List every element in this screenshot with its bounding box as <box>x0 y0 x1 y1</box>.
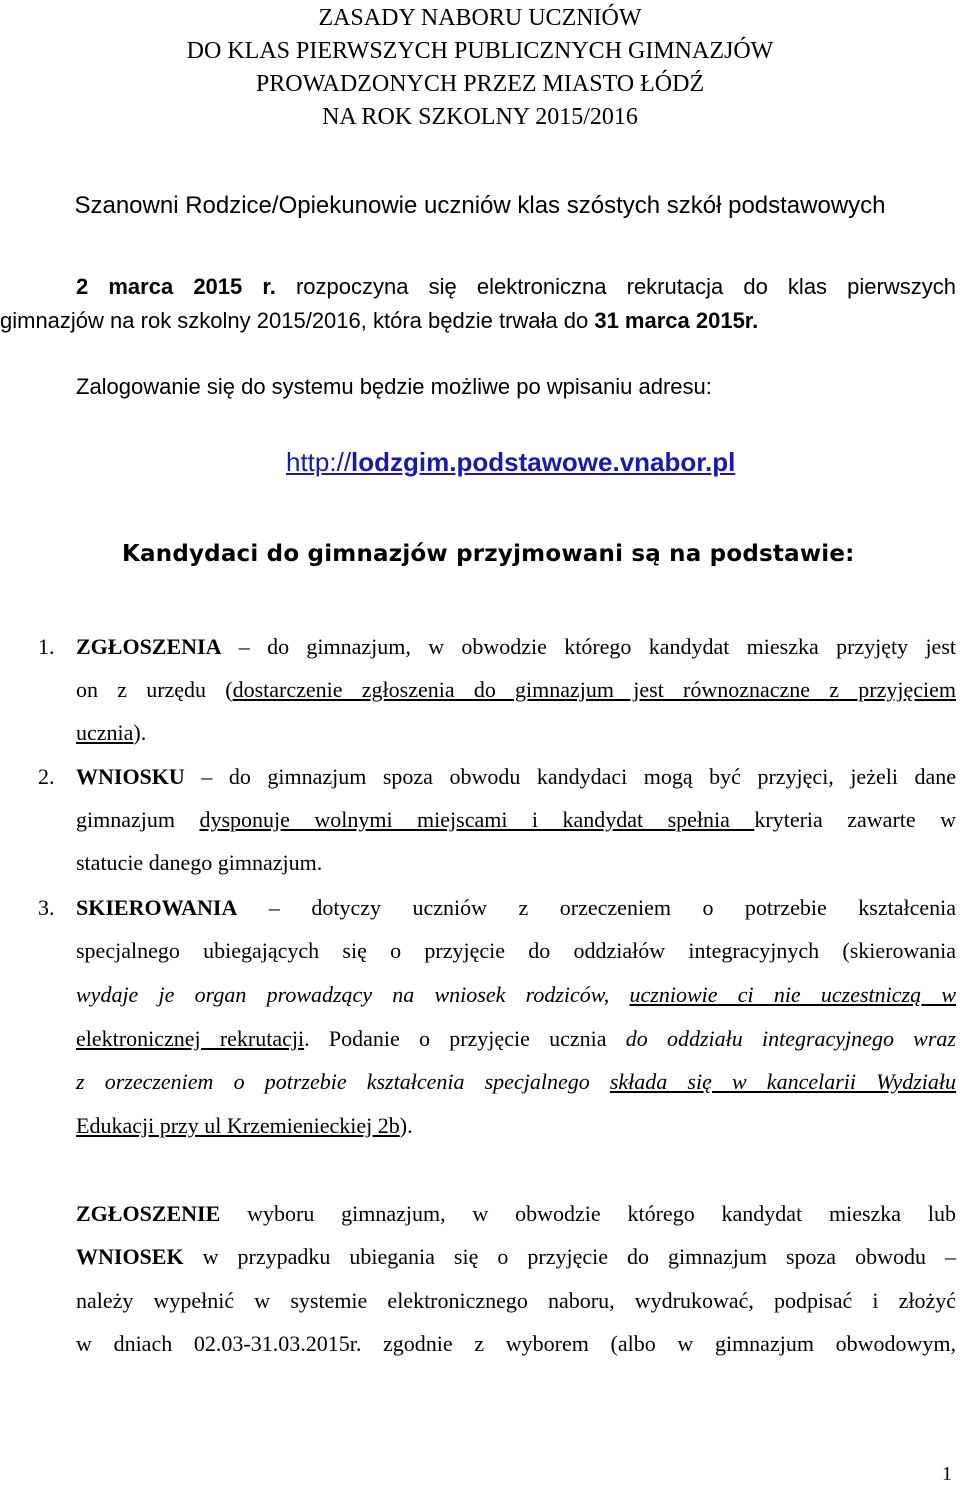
item-3-italic-b: do oddziału integracyjnego wraz <box>625 1026 956 1051</box>
login-text: Zalogowanie się do systemu będzie możliwe po wpisaniu adresu: <box>76 374 712 399</box>
intro-text-a: rozpoczyna się elektroniczna rekrutacja do klas pierwszych <box>275 274 956 299</box>
closing-line-1 <box>76 1199 956 1229</box>
subheading: Kandydaci do gimnazjów przyjmowani są na podstawie: <box>122 541 855 567</box>
greeting: Szanowni Rodzice/Opiekunowie uczniów klas szóstych szkół podstawowych <box>74 192 886 219</box>
item-2-line-3: statucie danego gimnazjum. <box>76 850 323 875</box>
item-3-underlined-c: składa się w kancelarii Wydziału <box>609 1069 956 1094</box>
item-2-line-1 <box>76 762 956 792</box>
item-3-underlined-b: elektronicznej rekrutacji <box>76 1026 305 1051</box>
item-2-text-a: gimnazjum <box>76 807 200 832</box>
url-prefix: http:// <box>286 447 352 477</box>
intro-line-2 <box>0 306 758 336</box>
item-2-number: 2. <box>38 764 55 789</box>
url-host: lodzgim.podstawowe.vnabor.pl <box>351 447 736 477</box>
item-1-keyword: ZGŁOSZENIA <box>76 634 222 659</box>
item-1-line-2 <box>76 675 956 705</box>
start-date: 2 marca 2015 r. <box>76 274 276 299</box>
item-1-text: – do gimnazjum, w obwodzie którego kandydat mieszka przyjęty jest <box>221 634 956 659</box>
closing-text-1: wyboru gimnazjum, w obwodzie którego kandydat mieszka lub <box>220 1201 956 1226</box>
heading-line-4: NA ROK SZKOLNY 2015/2016 <box>322 104 638 130</box>
intro-line-1 <box>76 272 956 302</box>
item-3-line-1 <box>76 893 956 923</box>
item-3-number: 3. <box>38 895 55 920</box>
item-1-text-a: on z urzędu ( <box>76 677 233 702</box>
item-1-underlined: dostarczenie zgłoszenia do gimnazjum jest równoznaczne z przyjęciem <box>232 677 956 702</box>
heading-line-1: ZASADY NABORU UCZNIÓW <box>318 5 642 31</box>
end-date: 31 marca 2015r. <box>594 308 759 333</box>
item-3-line-2: specjalnego ubiegających się o przyjęcie do oddziałów integracyjnych (skierowania <box>76 938 956 963</box>
item-3-line-6 <box>76 1111 413 1141</box>
item-2-text: – do gimnazjum spoza obwodu kandydaci mogą być przyjęci, jeżeli dane <box>184 764 956 789</box>
item-3-keyword: SKIEROWANIA <box>76 895 238 920</box>
item-3-italic-c: z orzeczeniem o potrzebie kształcenia specjalnego <box>76 1069 610 1094</box>
closing-line-2 <box>76 1242 956 1272</box>
item-3-italic-a: wydaje je organ prowadzący na wniosek rodziców, <box>76 982 630 1007</box>
intro-text-b: gimnazjów na rok szkolny 2015/2016, która będzie trwała do <box>0 308 595 333</box>
item-2-text-b: kryteria zawarte w <box>754 807 956 832</box>
item-3-text-end: ). <box>399 1113 413 1138</box>
item-1-line-3 <box>76 718 146 748</box>
item-3-underlined-d: Edukacji przy ul Krzemienieckiej 2b <box>76 1113 400 1138</box>
item-1-underlined-end: ucznia <box>76 720 134 745</box>
item-1-line-1 <box>76 632 956 662</box>
item-3-text-b: . Podanie o przyjęcie ucznia <box>304 1026 626 1051</box>
recruitment-url-link[interactable] <box>286 444 735 480</box>
item-2-underlined: dysponuje wolnymi miejscami i kandydat spełnia <box>199 807 755 832</box>
item-3-text: – dotyczy uczniów z orzeczeniem o potrzebie kształcenia <box>237 895 956 920</box>
page-number: 1 <box>942 1463 952 1485</box>
item-1-text-end: ). <box>133 720 147 745</box>
closing-text-2: w przypadku ubiegania się o przyjęcie do gimnazjum spoza obwodu – <box>183 1244 956 1269</box>
item-3-underlined-a: uczniowie ci nie uczestniczą w <box>629 982 956 1007</box>
item-3-line-3 <box>76 980 956 1010</box>
item-2-line-2 <box>76 805 956 835</box>
item-3-line-4 <box>76 1024 956 1054</box>
closing-line-3: należy wypełnić w systemie elektronicznego naboru, wydrukować, podpisać i złożyć <box>76 1288 956 1313</box>
closing-keyword-2: WNIOSEK <box>76 1244 184 1269</box>
closing-keyword-1: ZGŁOSZENIE <box>76 1201 221 1226</box>
item-2-keyword: WNIOSKU <box>76 764 185 789</box>
heading-line-3: PROWADZONYCH PRZEZ MIASTO ŁÓDŹ <box>255 71 705 97</box>
item-3-line-5 <box>76 1067 956 1097</box>
closing-line-4: w dniach 02.03-31.03.2015r. zgodnie z wyborem (albo w gimnazjum obwodowym, <box>76 1331 956 1356</box>
item-1-number: 1. <box>38 634 55 659</box>
heading-line-2: DO KLAS PIERWSZYCH PUBLICZNYCH GIMNAZJÓW <box>186 38 774 64</box>
